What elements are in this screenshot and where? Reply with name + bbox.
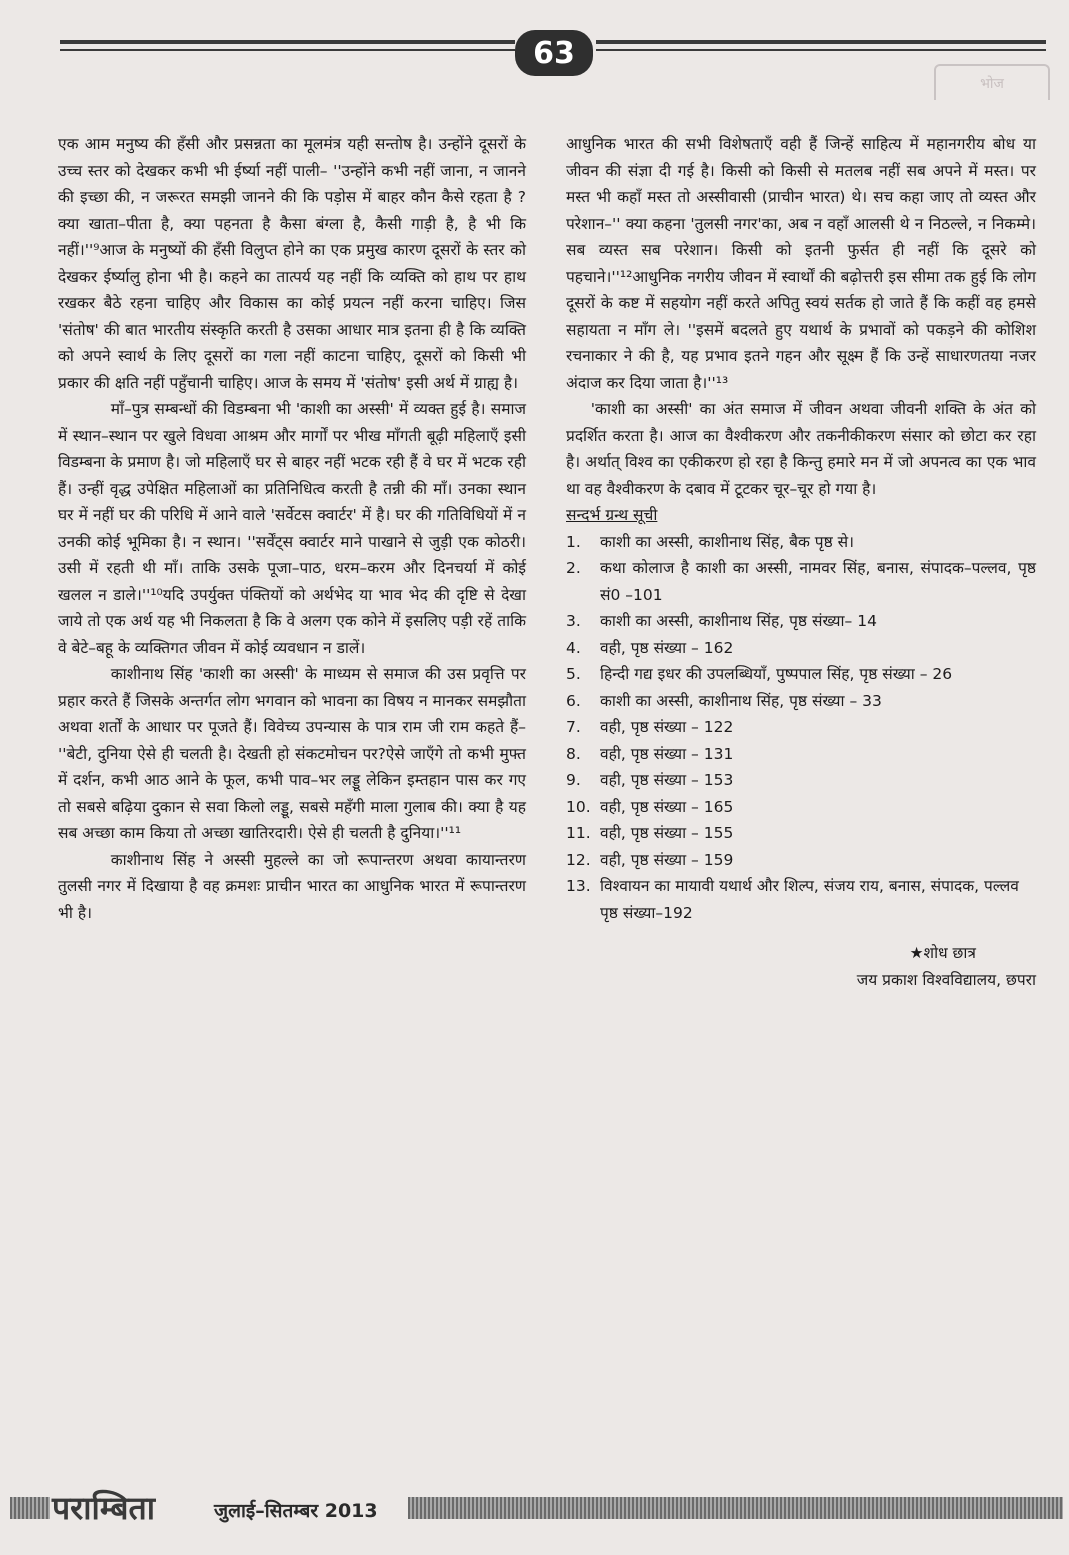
left-column	[58, 131, 526, 926]
author-block	[566, 940, 1036, 993]
footer-band	[408, 1497, 1063, 1519]
reference-item: 10. वही, पृष्ठ संख्या – 165	[566, 797, 734, 816]
section-tab-label: भोज	[980, 75, 1004, 92]
journal-logo: पराम्बिता	[52, 1489, 156, 1527]
paragraph: एक आम मनुष्य की हँसी और प्रसन्नता का मूलमंत्र यही सन्तोष है। उन्होंने दूसरों के उच्च स्तर को देखकर कभी भी ईर्ष्या नहीं पाली– ''उन्होंने कभी नहीं जाना, न जानने की इच्छा की, न जरूरत समझी जानने की कि पड़ोस में बाहर कौन कैसे रहता है ?क्या खाता–पीता है, क्या पहनता है कैसा बंग्ला है, कैसी गाड़ी है, है भी कि नहीं।''⁹आज के मनुष्यों की हँसी विलुप्त होने का एक प्रमुख कारण दूसरों के स्तर को देखकर ईर्ष्यालु होना भी है। कहने का तात्पर्य यह नहीं कि व्यक्ति को हाथ पर हाथ रखकर बैठे रहना चाहिए और विकास का कोई प्रयत्न नहीं करना चाहिए। जिस 'संतोष' की बात भारतीय संस्कृति करती है उसका आधार मात्र इतना ही है कि व्यक्ति को अपने स्वार्थ के लिए दूसरों का गला नहीं काटना चाहिए, दूसरों को किसी भी प्रकार की क्षति नहीं पहुँचानी चाहिए। आज के समय में 'संतोष' इसी अर्थ में ग्राह्य है।	[58, 135, 526, 392]
header-rule	[60, 40, 515, 44]
page-number-badge	[515, 30, 593, 76]
references-list	[566, 529, 1036, 927]
reference-item: 4. वही, पृष्ठ संख्या – 162	[566, 638, 734, 657]
paragraph: 'काशी का अस्सी' का अंत समाज में जीवन अथवा जीवनी शक्ति के अंत को प्रदर्शित करता है। आज का वैश्वीकरण और तकनीकीकरण संसार को छोटा कर रहा है। अर्थात् विश्व का एकीकरण हो रहा है किन्तु हमारे मन में जो अपनत्व का एक भाव था वह वैश्वीकरण के दबाव में टूटकर चूर–चूर हो गया है।	[566, 400, 1036, 498]
page-number: 63	[533, 35, 575, 71]
references-heading: सन्दर्भ ग्रन्थ सूची	[566, 506, 658, 524]
reference-item: 7. वही, पृष्ठ संख्या – 122	[566, 718, 734, 736]
reference-item: 12. वही, पृष्ठ संख्या – 159	[566, 850, 734, 869]
author-affiliation: जय प्रकाश विश्वविद्यालय, छपरा	[856, 970, 1036, 989]
reference-item: 9. वही, पृष्ठ संख्या – 153	[566, 771, 734, 789]
reference-item: 6. काशी का अस्सी, काशीनाथ सिंह, पृष्ठ संख्या – 33	[566, 691, 882, 710]
header-rule	[596, 49, 1046, 51]
footer-band	[10, 1497, 50, 1519]
right-column	[566, 131, 1036, 993]
paragraph: माँ–पुत्र सम्बन्धों की विडम्बना भी 'काशी का अस्सी' में व्यक्त हुई है। समाज में स्थान–स्थान पर खुले विधवा आश्रम और मार्गों पर भीख माँगती बूढ़ी महिलाएँ इसी विडम्बना के प्रमाण है। जो महिलाएँ घर से बाहर नहीं भटक रही हैं वे घर में भटक रही हैं। उन्हीं वृद्ध उपेक्षित महिलाओं का प्रतिनिधित्व करती है तन्नी की माँ। उनका स्थान घर में नहीं घर की परिधि में आने वाले 'सर्वेटस क्वार्टर' में है। घर की गतिविधियों में न उनकी कोई भूमिका है। न स्थान। ''सर्वेंट्स क्वार्टर माने पाखाने से जुड़ी एक कोठरी। उसी में रहती थी माँ। ताकि उसके पूजा–पाठ, धरम–करम और दिनचर्या में कोई खलल न डाले।''¹⁰यदि उपर्युक्त पंक्तियों को अर्थभेद या भाव भेद की दृष्टि से देखा जाये तो एक अर्थ यह भी निकलता है कि वे अलग एक कोने में इसलिए पड़ी रहें ताकि वे बेटे–बहू के व्यक्तिगत जीवन में कोई व्यवधान न डालें।	[58, 400, 526, 657]
issue-date: जुलाई–सितम्बर 2013	[214, 1500, 378, 1522]
paragraph: आधुनिक भारत की सभी विशेषताएँ वही हैं जिन्हें साहित्य में महानगरीय बोध या जीवन की संज्ञा दी गई है। किसी को किसी से मतलब नहीं सब अपने में मस्त। पर मस्त भी कहाँ मस्त तो अस्सीवासी (प्राचीन भारत) थे। सच कहा जाए तो व्यस्त और परेशान–'' क्या कहना 'तुलसी नगर'का, अब न वहाँ आलसी थे न निठल्ले, न निकम्मे। सब व्यस्त सब परेशान। किसी को इतनी फुर्सत ही नहीं कि दूसरे को पहचाने।''¹²आधुनिक नगरीय जीवन में स्वार्थों की बढ़ोत्तरी इस सीमा तक हुई कि लोग दूसरों के कष्ट में सहयोग नहीं करते अपितु स्वयं सर्तक हो जाते हैं कि कहीं वह हमसे सहायता न माँग ले। ''इसमें बदलते हुए यथार्थ के प्रभावों को पकड़ने की कोशिश रचनाकार ने की है, यह प्रभाव इतने गहन और सूक्ष्म हैं कि उन्हें साधारणतया नजर अंदाज कर दिया जाता है।''¹³	[566, 135, 1036, 392]
header-rule	[60, 49, 515, 51]
section-tab	[934, 64, 1050, 100]
header-rule	[596, 40, 1046, 44]
paragraph: काशीनाथ सिंह ने अस्सी मुहल्ले का जो रूपान्तरण अथवा कायान्तरण तुलसी नगर में दिखाया है वह क्रमशः प्राचीन भारत का आधुनिक भारत में रूपान्तरण भी है।	[58, 850, 526, 922]
reference-item: 2. कथा कोलाज है काशी का अस्सी, नामवर सिंह, बनास, संपादक–पल्लव, पृष्ठ सं0 –101	[566, 559, 1036, 604]
reference-item: 8. वही, पृष्ठ संख्या – 131	[566, 744, 734, 763]
reference-item: 13. विश्वायन का मायावी यथार्थ और शिल्प, संजय राय, बनास, संपादक, पल्लव पृष्ठ संख्या–192	[566, 877, 1019, 922]
reference-item: 5. हिन्दी गद्य इधर की उपलब्धियाँ, पुष्पपाल सिंह, पृष्ठ संख्या – 26	[566, 665, 953, 683]
reference-item: 3. काशी का अस्सी, काशीनाथ सिंह, पृष्ठ संख्या– 14	[566, 612, 877, 630]
reference-item: 11. वही, पृष्ठ संख्या – 155	[566, 824, 734, 842]
paragraph: काशीनाथ सिंह 'काशी का अस्सी' के माध्यम से समाज की उस प्रवृत्ति पर प्रहार करते हैं जिसके अन्तर्गत लोग भगवान को भावना का विषय न मानकर समझौता अथवा शर्तों के आधार पर पूजते हैं। विवेच्य उपन्यास के पात्र राम जी राम कहते हैं– ''बेटी, दुनिया ऐसे ही चलती है। देखती हो संकटमोचन पर?ऐसे जाएँगे तो कभी मुफ्त में दर्शन, कभी आठ आने के फूल, कभी पाव–भर लड्डू लेकिन इम्तहान पास कर गए तो सबसे बढ़िया दुकान से सवा किलो लड्डू, सबसे महँगी माला गुलाब की। क्या है यह सब अच्छा काम किया तो अच्छा खातिरदारी। ऐसे ही चलती है दुनिया।''¹¹	[58, 665, 526, 842]
reference-item: 1. काशी का अस्सी, काशीनाथ सिंह, बैक पृष्ठ से।	[566, 532, 855, 551]
author-note: ★शोध छात्र	[909, 944, 976, 962]
